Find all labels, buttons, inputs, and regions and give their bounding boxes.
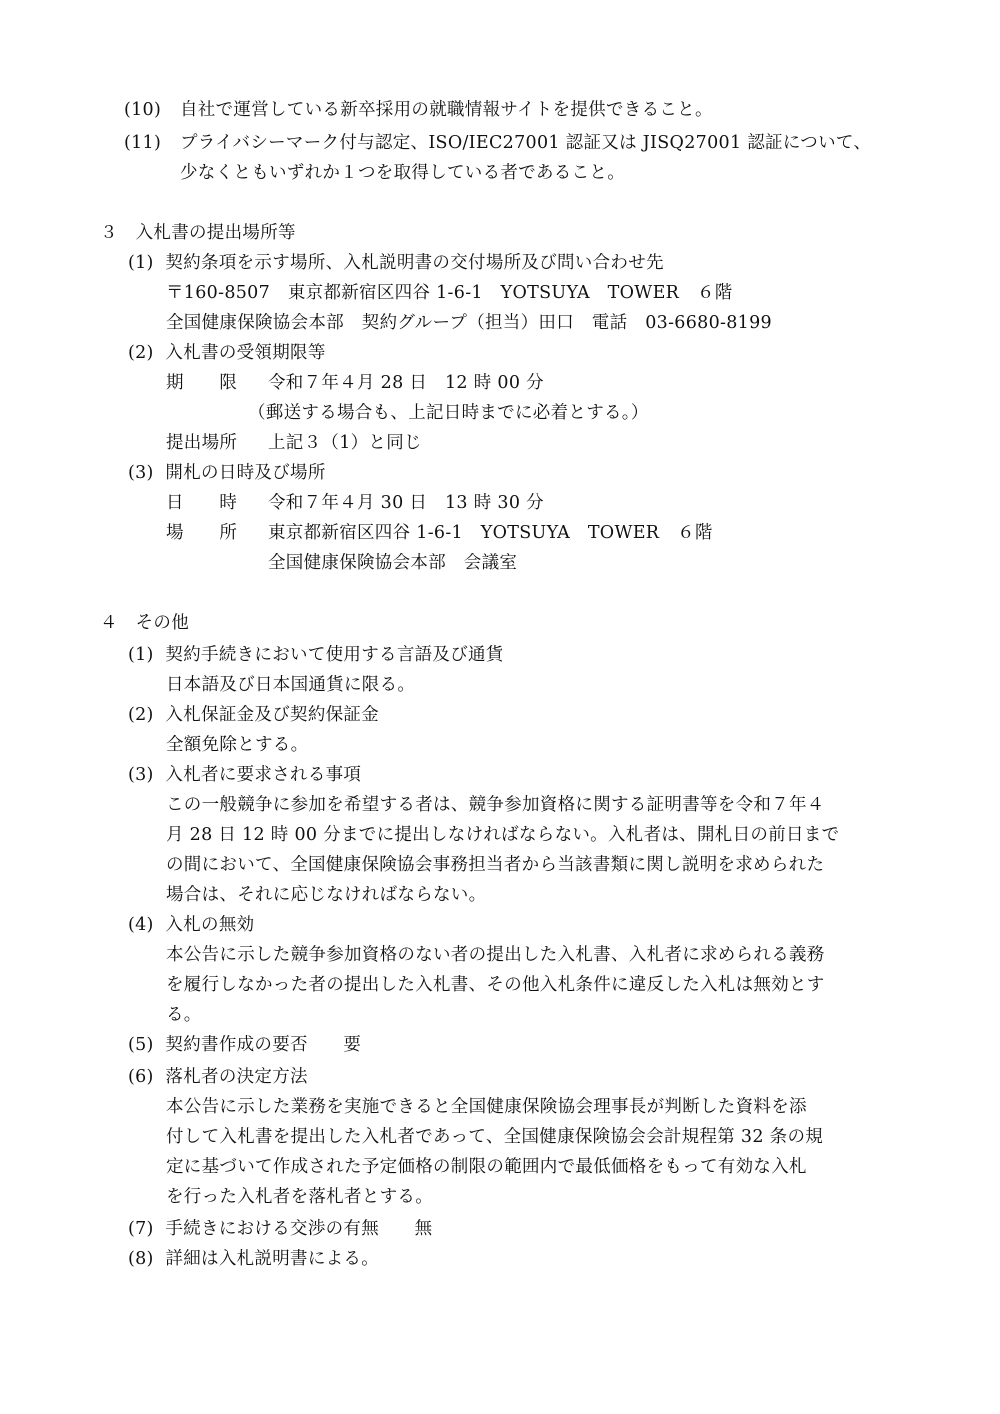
s4-item2-title: (2) 入札保証金及び契約保証金: [128, 705, 380, 725]
item-11-continuation: 少なくともいずれか１つを取得している者であること。: [180, 163, 625, 183]
s4-item8-title: (8) 詳細は入札説明書による。: [128, 1249, 380, 1269]
s4-item5-title: (5) 契約書作成の要否 要: [128, 1035, 362, 1055]
s4-item6-body-line: 定に基づいて作成された予定価格の制限の範囲内で最低価格をもって有効な入札: [166, 1157, 807, 1177]
s4-item3-title: (3) 入札者に要求される事項: [128, 765, 362, 785]
s3-item3-title: (3) 開札の日時及び場所: [128, 463, 326, 483]
s4-item6-title: (6) 落札者の決定方法: [128, 1067, 308, 1087]
s4-item1-body: 日本語及び日本国通貨に限る。: [166, 675, 416, 695]
s3-item3-date-label: 日 時: [166, 493, 238, 513]
s3-item1-contact: 全国健康保険協会本部 契約グループ（担当）田口 電話 03-6680-8199: [166, 313, 772, 333]
s3-item1-address: 〒160-8507 東京都新宿区四谷 1-6-1 YOTSUYA TOWER ６階: [166, 283, 733, 303]
s3-item2-title: (2) 入札書の受領期限等: [128, 343, 326, 363]
section-4-heading: ４ その他: [100, 613, 189, 633]
s4-item4-title: (4) 入札の無効: [128, 915, 255, 935]
s3-item2-place-value: 上記３（1）と同じ: [268, 433, 422, 453]
s4-item4-body-line: 本公告に示した競争参加資格のない者の提出した入札書、入札者に求められる義務: [166, 945, 825, 965]
s4-item3-body-line: この一般競争に参加を希望する者は、競争参加資格に関する証明書等を令和７年４: [166, 795, 825, 815]
s3-item2-deadline-label: 期 限: [166, 373, 238, 393]
item-10-number: (10): [124, 100, 162, 120]
item-11-text: プライバシーマーク付与認定、ISO/IEC27001 認証又は JISQ27001 認証について、: [180, 133, 872, 153]
s4-item6-body-line: 本公告に示した業務を実施できると全国健康保険協会理事長が判断した資料を添: [166, 1097, 807, 1117]
s3-item2-deadline-value: 令和７年４月 28 日 12 時 00 分: [268, 373, 544, 393]
s4-item3-body-line: 月 28 日 12 時 00 分までに提出しなければならない。入札者は、開札日の前日まで: [166, 825, 840, 845]
s3-item3-date-value: 令和７年４月 30 日 13 時 30 分: [268, 493, 544, 513]
item-11-number: (11): [124, 133, 162, 153]
s3-item3-place-label: 場 所: [166, 523, 238, 543]
s4-item3-body-line: の間において、全国健康保険協会事務担当者から当該書類に関し説明を求められた: [166, 855, 825, 875]
s4-item4-body-line: を履行しなかった者の提出した入札書、その他入札条件に違反した入札は無効とす: [166, 975, 825, 995]
section-3-heading: ３ 入札書の提出場所等: [100, 223, 296, 243]
s3-item3-place-value: 東京都新宿区四谷 1-6-1 YOTSUYA TOWER ６階: [268, 523, 713, 543]
s4-item1-title: (1) 契約手続きにおいて使用する言語及び通貨: [128, 645, 504, 665]
s4-item6-body-line: を行った入札者を落札者とする。: [166, 1187, 433, 1207]
s3-item2-deadline-note: （郵送する場合も、上記日時までに必着とする。）: [248, 403, 649, 423]
s3-item2-place-label: 提出場所: [166, 433, 238, 453]
item-10-text: 自社で運営している新卒採用の就職情報サイトを提供できること。: [180, 100, 713, 120]
s3-item1-title: (1) 契約条項を示す場所、入札説明書の交付場所及び問い合わせ先: [128, 253, 664, 273]
s4-item6-body-line: 付して入札書を提出した入札者であって、全国健康保険協会会計規程第 32 条の規: [166, 1127, 824, 1147]
s4-item7-title: (7) 手続きにおける交渉の有無 無: [128, 1219, 433, 1239]
s3-item3-place-value-2: 全国健康保険協会本部 会議室: [268, 553, 518, 573]
s4-item3-body-line: 場合は、それに応じなければならない。: [166, 885, 487, 905]
s4-item2-body: 全額免除とする。: [166, 735, 309, 755]
s4-item4-body-line: る。: [166, 1005, 202, 1025]
